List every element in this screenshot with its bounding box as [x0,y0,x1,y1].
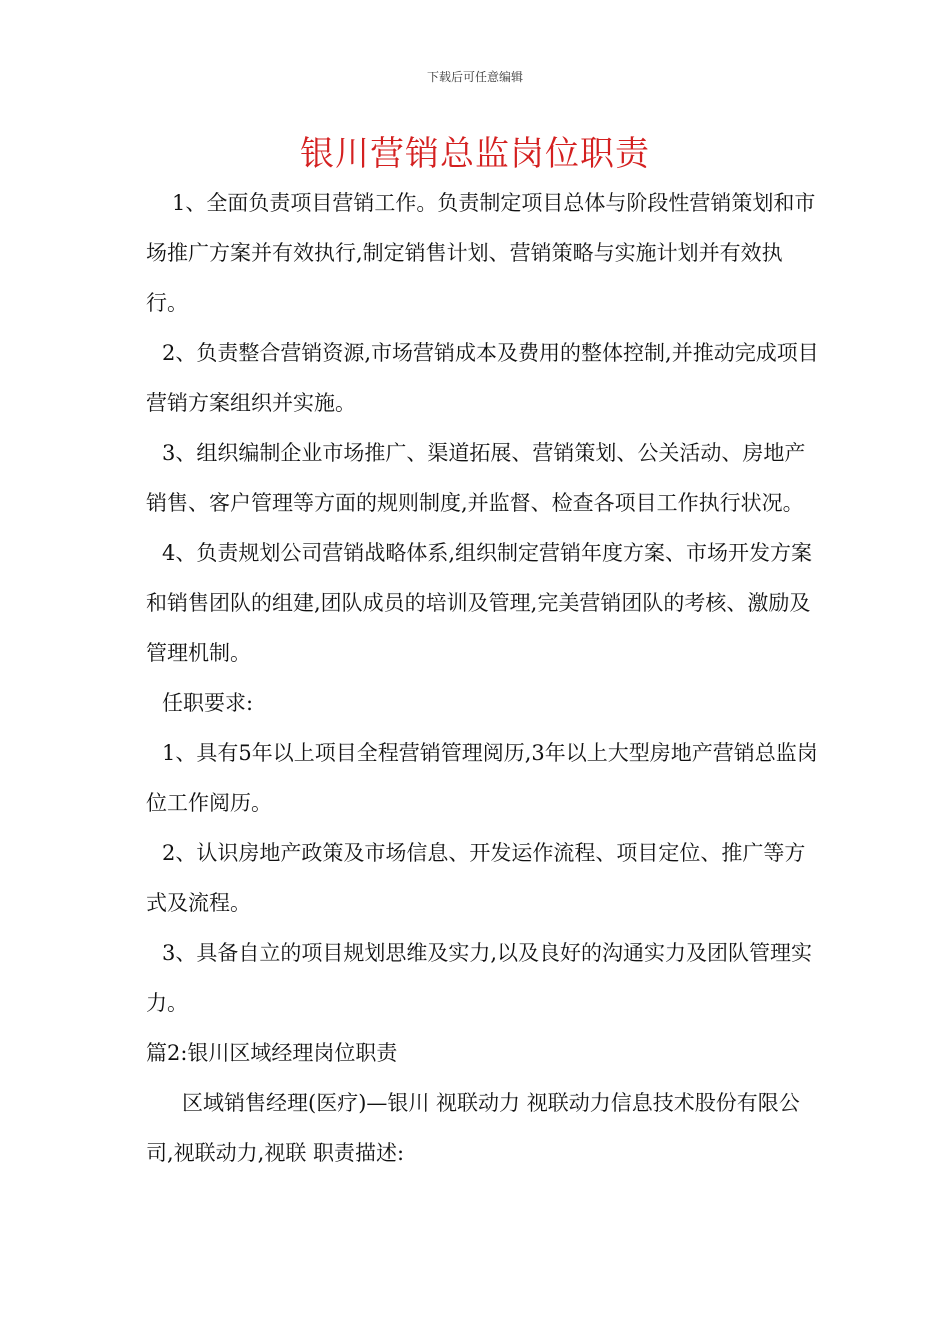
document-body [146,178,822,1178]
document-title: 银川营销总监岗位职责 [300,134,650,174]
duty-paragraph-3: 3、组织编制企业市场推广、渠道拓展、营销策划、公关活动、房地产销售、客户管理等方面的规则制度,并监督、检查各项目工作执行状况。 [146,441,806,515]
section-heading-2: 篇2:银川区域经理岗位职责 [146,1041,398,1065]
section-2-paragraph: 区域销售经理(医疗)—银川 视联动力 视联动力信息技术股份有限公司,视联动力,视联 职责描述: [146,1091,800,1165]
duty-paragraph-2: 2、负责整合营销资源,市场营销成本及费用的整体控制,并推动完成项目营销方案组织并实施。 [146,341,819,415]
requirements-heading: 任职要求: [162,691,254,715]
requirement-paragraph-2: 2、认识房地产政策及市场信息、开发运作流程、项目定位、推广等方式及流程。 [146,841,806,915]
page-header-note: 下载后可任意编辑 [426,70,523,84]
duty-paragraph-4: 4、负责规划公司营销战略体系,组织制定营销年度方案、市场开发方案和销售团队的组建,团队成员的培训及管理,完美营销团队的考核、激励及管理机制。 [146,541,813,665]
requirement-paragraph-3: 3、具备自立的项目规划思维及实力,以及良好的沟通实力及团队管理实力。 [146,941,813,1015]
duty-paragraph-1: 1、全面负责项目营销工作。负责制定项目总体与阶段性营销策划和市场推广方案并有效执行,制定销售计划、营销策略与实施计划并有效执行。 [146,191,816,315]
requirement-paragraph-1: 1、具有5年以上项目全程营销管理阅历,3年以上大型房地产营销总监岗位工作阅历。 [146,741,818,815]
